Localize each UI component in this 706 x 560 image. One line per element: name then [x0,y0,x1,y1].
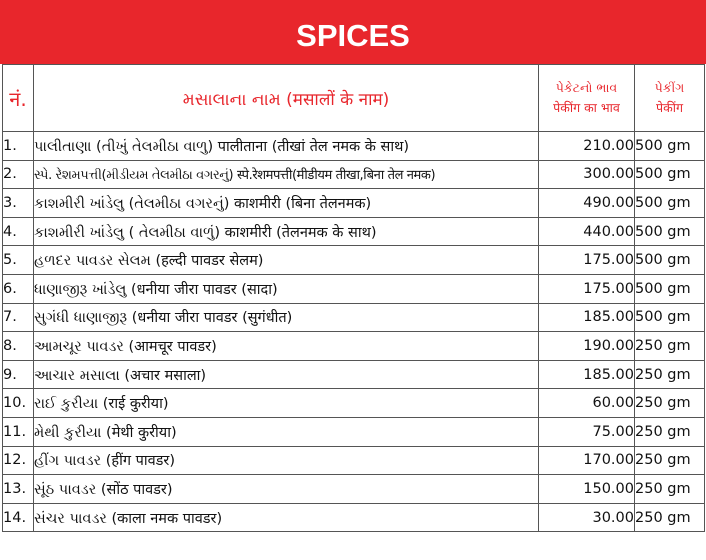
spice-name: આમચૂર પાવડર (आमचूर पावडर) [34,332,539,361]
row-number: 7. [3,303,34,332]
table-header-row [3,65,705,132]
packet-price: 300.00 [539,160,635,189]
row-number: 6. [3,274,34,303]
table-row [3,274,705,303]
packing-size: 500 gm [635,274,705,303]
row-number: 12. [3,446,34,475]
spice-name: રાઈ કુરીયા (राई कुरीया) [34,389,539,418]
table-row [3,217,705,246]
packing-size: 500 gm [635,303,705,332]
packing-size: 500 gm [635,217,705,246]
packing-size: 500 gm [635,160,705,189]
packing-size: 250 gm [635,332,705,361]
packet-price: 185.00 [539,303,635,332]
packing-size: 250 gm [635,475,705,504]
column-header-price-hindi: पेकींग का भाव [553,100,620,115]
row-number: 14. [3,503,34,532]
packing-size: 250 gm [635,417,705,446]
packet-price: 170.00 [539,446,635,475]
spice-name: ધાણાજીરૂ ખાંડેલુ (धनीया जीरा पावडर (सादा) [34,274,539,303]
spice-name: સુગંધી ધાણાજીરૂ (धनीया जीरा पावडर (सुगंधीत) [34,303,539,332]
packet-price: 60.00 [539,389,635,418]
column-header-price-gujarati: પેકેટનો ભાવ [555,80,618,95]
spice-name: કાશમીરી ખાંડેલુ (તેલમીઠા વગરનું) काशमीरी (बिना तेलनमक) [34,189,539,218]
row-number: 5. [3,246,34,275]
table-row [3,446,705,475]
column-header-number: नं. [3,65,34,132]
spice-name: સ્પે. રેશમપત્તી(મીડીયમ તેલમીઠા વગરનું) स्पे.रेशमपत्ती(मीडीयम तीखा,बिना तेल नमक) [34,160,539,189]
column-header-name: મસાલાના નામ (मसालों के नाम) [34,65,539,132]
packet-price: 75.00 [539,417,635,446]
table-row [3,475,705,504]
row-number: 10. [3,389,34,418]
table-row [3,303,705,332]
spice-name: આચાર મસાલા (अचार मसाला) [34,360,539,389]
table-row [3,189,705,218]
packing-size: 250 gm [635,360,705,389]
table-row [3,417,705,446]
table-row [3,389,705,418]
packing-size: 500 gm [635,246,705,275]
packet-price: 175.00 [539,246,635,275]
table-row [3,246,705,275]
packet-price: 490.00 [539,189,635,218]
price-table [2,64,705,532]
row-number: 4. [3,217,34,246]
packet-price: 210.00 [539,132,635,161]
row-number: 2. [3,160,34,189]
row-number: 8. [3,332,34,361]
row-number: 9. [3,360,34,389]
packet-price: 175.00 [539,274,635,303]
spice-name: સૂંઠ પાવડર (सोंठ पावडर) [34,475,539,504]
row-number: 1. [3,132,34,161]
table-row [3,160,705,189]
packing-size: 500 gm [635,189,705,218]
spice-name: હળદર પાવડર સેલમ (हल्दी पावडर सेलम) [34,246,539,275]
packet-price: 440.00 [539,217,635,246]
table-row [3,360,705,389]
packing-size: 500 gm [635,132,705,161]
spice-name: મેથી કુરીયા (मेथी कुरीया) [34,417,539,446]
packing-size: 250 gm [635,389,705,418]
column-header-packing-gujarati: પેકીંગ [654,80,685,95]
row-number: 11. [3,417,34,446]
page-title: SPICES [296,18,410,53]
spice-name: હીંગ પાવડર (हींग पावडर) [34,446,539,475]
column-header-packing [635,65,705,132]
table-row [3,503,705,532]
spice-name: કાશમીરી ખાંડેલુ ( તેલમીઠા વાળું) काशमीरी (तेलनमक के साथ) [34,217,539,246]
column-header-packing-hindi: पेकींग [656,100,683,115]
row-number: 3. [3,189,34,218]
packet-price: 185.00 [539,360,635,389]
column-header-price [539,65,635,132]
page-title-banner [0,0,706,64]
table-row [3,132,705,161]
spice-name: પાલીતાણા (તીખું તેલમીઠા વાળુ) पालीताना (तीखां तेल नमक के साथ) [34,132,539,161]
packet-price: 30.00 [539,503,635,532]
row-number: 13. [3,475,34,504]
packet-price: 150.00 [539,475,635,504]
packing-size: 250 gm [635,503,705,532]
packing-size: 250 gm [635,446,705,475]
spice-name: સંચર પાવડર (काला नमक पावडर) [34,503,539,532]
table-row [3,332,705,361]
packet-price: 190.00 [539,332,635,361]
